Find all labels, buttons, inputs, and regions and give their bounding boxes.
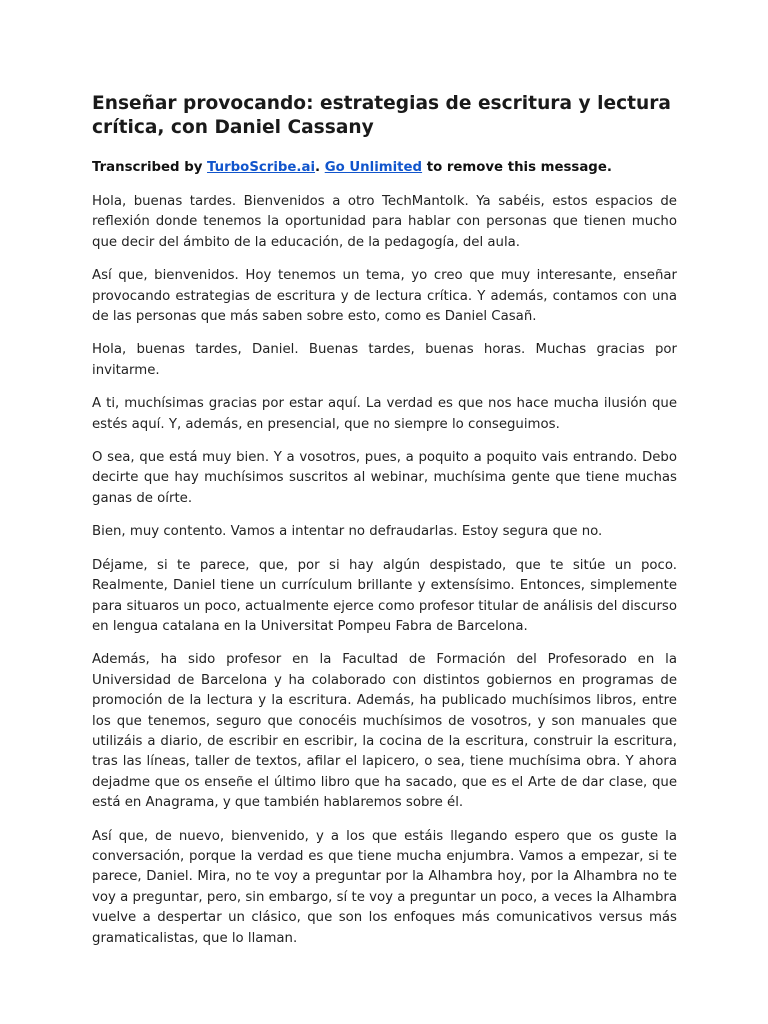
turboscribe-link[interactable]: TurboScribe.ai (207, 160, 316, 175)
document-page (92, 92, 677, 962)
paragraph: Déjame, si te parece, que, por si hay algún despistado, que te sitúe un poco. Realmente, Daniel tiene un currículum brillante y extensísimo. Entonces, simplemente para situaros un poco, actualmente ejerce como profesor titular de análisis del discurso en lengua catalana en la Universitat Pompeu Fabra de Barcelona. (92, 557, 677, 634)
transcript-body (92, 192, 677, 949)
go-unlimited-link[interactable]: Go Unlimited (324, 160, 423, 175)
notice-separator: . (315, 160, 325, 175)
paragraph: Bien, muy contento. Vamos a intentar no defraudarlas. Estoy segura que no. (92, 524, 603, 540)
paragraph: Así que, bienvenidos. Hoy tenemos un tema, yo creo que muy interesante, enseñar provocando estrategias de escritura y de lectura crítica. Y además, contamos con una de las personas que más saben sobre esto, como es Daniel Casañ. (92, 268, 677, 325)
document-title: Enseñar provocando: estrategias de escritura y lectura crítica, con Daniel Cassany (92, 93, 671, 138)
paragraph: Así que, de nuevo, bienvenido, y a los que estáis llegando espero que os guste la conversación, porque la verdad es que tiene mucha enjumbra. Vamos a empezar, si te parece, Daniel. Mira, no te voy a preguntar por la Alhambra hoy, por la Alhambra no te voy a preguntar, pero, sin embargo, sí te voy a preguntar un poco, a veces la Alhambra vuelve a despertar un clásico, que son los enfoques más comunicativos versus más gramaticalistas, que lo llaman. (92, 828, 677, 946)
transcription-notice (92, 158, 677, 178)
notice-prefix: Transcribed by (92, 160, 208, 175)
paragraph: A ti, muchísimas gracias por estar aquí. La verdad es que nos hace mucha ilusión que estés aquí. Y, además, en presencial, que no siempre lo conseguimos. (92, 396, 677, 432)
paragraph: Además, ha sido profesor en la Facultad de Formación del Profesorado en la Universidad de Barcelona y ha colaborado con distintos gobiernos en programas de promoción de la lectura y la escritura. Además, ha publicado muchísimos libros, entre los que tenemos, seguro que conocéis muchísimos de vosotros, y son manuales que utilizáis a diario, de escribir en escribir, la cocina de la escritura, construir la escritura, tras las líneas, taller de textos, afilar el lapicero, o sea, tiene muchísima obra. Y ahora dejadme que os enseñe el último libro que ha sacado, que es el Arte de dar clase, que está en Anagrama, y que también hablaremos sobre él. (92, 652, 677, 811)
paragraph: Hola, buenas tardes, Daniel. Buenas tardes, buenas horas. Muchas gracias por invitarme. (92, 342, 677, 378)
paragraph: O sea, que está muy bien. Y a vosotros, pues, a poquito a poquito vais entrando. Debo decirte que hay muchísimos suscritos al webinar, muchísima gente que tiene muchas ganas de oírte. (92, 450, 677, 506)
paragraph: Hola, buenas tardes. Bienvenidos a otro TechMantolk. Ya sabéis, estos espacios de reflexión donde tenemos la oportunidad para hablar con personas que tienen mucho que decir del ámbito de la educación, de la pedagogía, del aula. (92, 194, 677, 250)
notice-suffix: to remove this message. (422, 160, 612, 175)
